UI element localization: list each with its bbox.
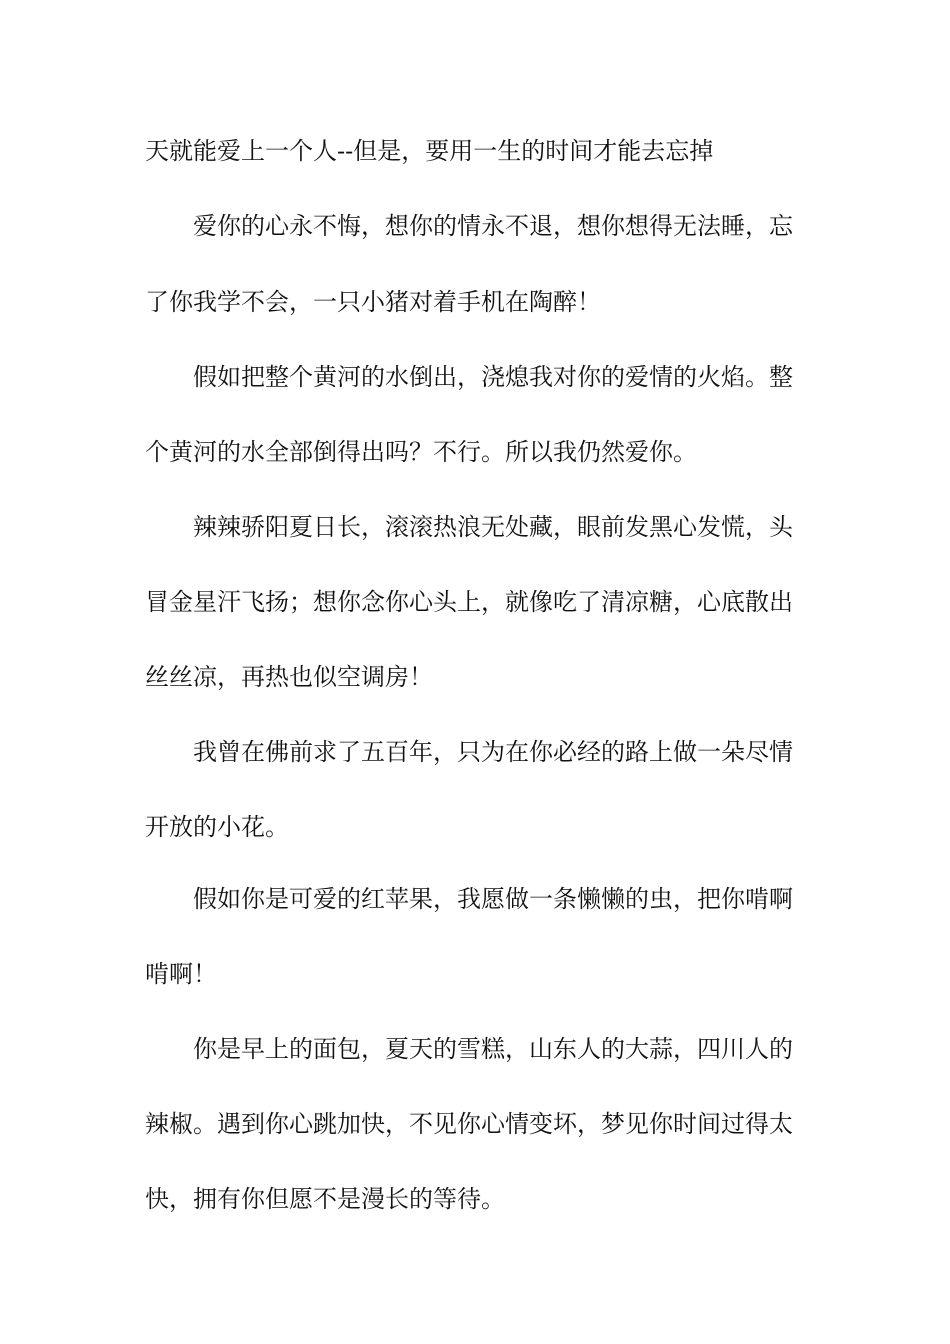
text-line: 了你我学不会，一只小猪对着手机在陶醉！ bbox=[145, 288, 601, 316]
text-line: 快，拥有你但愿不是漫长的等待。 bbox=[145, 1185, 505, 1213]
paragraph-first-line: 你是早上的面包，夏天的雪糕，山东人的大蒜，四川人的 bbox=[193, 1035, 793, 1063]
text-line: 辣椒。遇到你心跳加快，不见你心情变坏，梦见你时间过得太 bbox=[145, 1110, 793, 1138]
text-line: 个黄河的水全部倒得出吗？不行。所以我仍然爱你。 bbox=[145, 438, 697, 466]
text-line: 丝丝凉，再热也似空调房！ bbox=[145, 663, 433, 691]
paragraph-first-line: 假如把整个黄河的水倒出，浇熄我对你的爱情的火焰。整 bbox=[193, 363, 793, 391]
text-line: 冒金星汗飞扬；想你念你心头上，就像吃了清凉糖，心底散出 bbox=[145, 588, 793, 616]
paragraph-first-line: 假如你是可爱的红苹果，我愿做一条懒懒的虫，把你啃啊 bbox=[193, 885, 793, 913]
paragraph-first-line: 爱你的心永不悔，想你的情永不退，想你想得无法睡，忘 bbox=[193, 212, 793, 240]
text-line: 开放的小花。 bbox=[145, 813, 289, 841]
text-line: 啃啊！ bbox=[145, 960, 217, 988]
paragraph-first-line: 辣辣骄阳夏日长，滚滚热浪无处藏，眼前发黑心发慌，头 bbox=[193, 513, 793, 541]
text-line: 天就能爱上一个人--但是，要用一生的时间才能去忘掉 bbox=[145, 137, 714, 165]
paragraph-first-line: 我曾在佛前求了五百年，只为在你必经的路上做一朵尽情 bbox=[193, 738, 793, 766]
